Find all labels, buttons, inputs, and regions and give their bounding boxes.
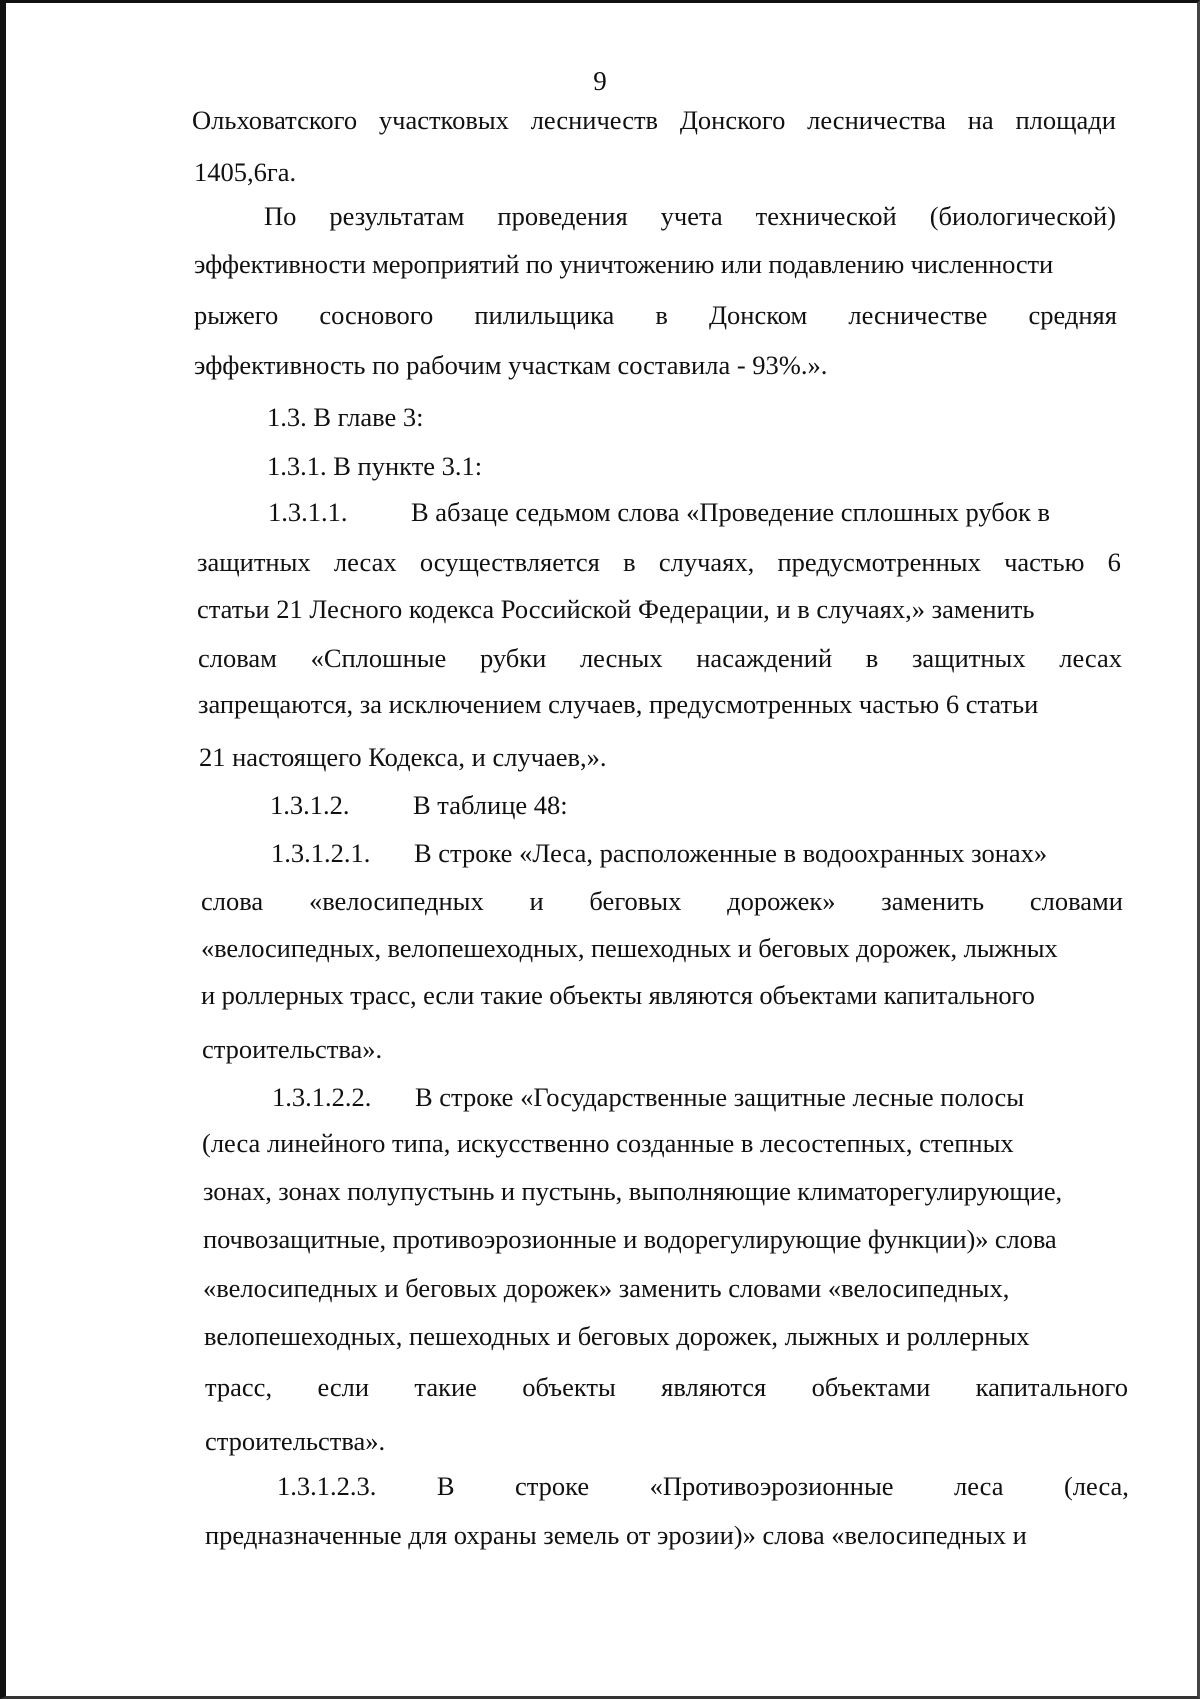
word: объектами bbox=[811, 1372, 931, 1402]
word: насаждений bbox=[696, 643, 833, 673]
text-line bbox=[192, 107, 1116, 134]
word: защитных bbox=[911, 643, 1026, 673]
word: 6 bbox=[1107, 547, 1121, 577]
word: если bbox=[317, 1372, 370, 1402]
item-number: 1.3.1.2.1. bbox=[271, 838, 371, 868]
item-text: В строке «Леса, расположенные в водоохранных зонах» bbox=[414, 838, 1048, 868]
word: учета bbox=[660, 201, 723, 231]
text-line bbox=[268, 499, 1122, 526]
page-number: 9 bbox=[593, 66, 607, 96]
word: площади bbox=[1015, 105, 1116, 135]
word: предусмотренных bbox=[777, 547, 981, 577]
text-line: велопешеходных, пешеходных и беговых дорожек, лыжных и роллерных bbox=[204, 1321, 1030, 1351]
word: проведения bbox=[497, 201, 628, 231]
word: «велосипедных bbox=[308, 886, 484, 916]
word: беговых bbox=[589, 886, 682, 916]
text-line bbox=[194, 302, 1117, 329]
text-line: «велосипедных, велопешеходных, пешеходных и беговых дорожек, лыжных bbox=[201, 933, 1058, 963]
word: такие bbox=[414, 1372, 477, 1402]
text-line: предназначенные для охраны земель от эрозии)» слова «велосипедных и bbox=[205, 1520, 1027, 1550]
text-line: 1.3. В главе 3: bbox=[267, 402, 424, 432]
word: в bbox=[623, 547, 636, 577]
word: в bbox=[865, 643, 879, 673]
word: Донском bbox=[708, 300, 808, 330]
text-line: 1405,6га. bbox=[194, 157, 297, 187]
word: 1.3.1.2.3. bbox=[277, 1471, 377, 1501]
word: слова bbox=[201, 886, 264, 916]
text-line: и роллерных трасс, если такие объекты являются объектами капитального bbox=[201, 980, 1035, 1010]
text-line: 1.3.1. В пункте 3.1: bbox=[267, 451, 483, 481]
word: рубки bbox=[479, 643, 547, 673]
item-number: 1.3.1.2.2. bbox=[272, 1082, 372, 1112]
text-line: почвозащитные, противоэрозионные и водорегулирующие функции)» слова bbox=[203, 1224, 1057, 1254]
word: словами bbox=[1029, 886, 1123, 916]
word: лесничеств bbox=[530, 105, 659, 135]
word: словам bbox=[198, 643, 277, 673]
word: участковых bbox=[378, 105, 509, 135]
text-line: строительства». bbox=[202, 1034, 383, 1064]
word: лесах bbox=[333, 547, 397, 577]
word: «Противоэрозионные bbox=[649, 1471, 894, 1501]
item-number: 1.3.1.1. bbox=[268, 497, 348, 527]
text-line: (леса линейного типа, искусственно созданные в лесостепных, степных bbox=[202, 1128, 1014, 1158]
word: заменить bbox=[881, 886, 985, 916]
word: В bbox=[436, 1471, 455, 1501]
word: Донского bbox=[679, 105, 786, 135]
item-text: В абзаце седьмом слова «Проведение сплошных рубок в bbox=[411, 497, 1050, 527]
text-line bbox=[270, 792, 568, 819]
word: технической bbox=[755, 201, 897, 231]
word: Ольховатского bbox=[192, 105, 358, 135]
text-line: 21 настоящего Кодекса, и случаев,». bbox=[199, 742, 607, 772]
word: леса bbox=[954, 1471, 1004, 1501]
text-line: зонах, зонах полупустынь и пустынь, выполняющие климаторегулирующие, bbox=[203, 1176, 1063, 1206]
word: результатам bbox=[329, 201, 465, 231]
text-line bbox=[201, 888, 1123, 915]
word: лесах bbox=[1059, 643, 1122, 673]
text-line: статьи 21 Лесного кодекса Российской Федерации, и в случаях,» заменить bbox=[197, 594, 1035, 624]
text-line bbox=[277, 1473, 1129, 1500]
word: и bbox=[529, 886, 544, 916]
text-line bbox=[197, 549, 1121, 576]
item-text: В строке «Государственные защитные лесные полосы bbox=[415, 1082, 1025, 1112]
word: на bbox=[967, 105, 994, 135]
item-number: 1.3.1.2. bbox=[270, 790, 350, 820]
text-line bbox=[264, 203, 1116, 230]
word: По bbox=[264, 201, 297, 231]
word: случаях, bbox=[658, 547, 755, 577]
word: пилильщика bbox=[474, 300, 615, 330]
text-line bbox=[272, 1084, 1024, 1111]
word: в bbox=[655, 300, 668, 330]
word: трасс, bbox=[205, 1372, 273, 1402]
word: (леса, bbox=[1063, 1471, 1129, 1501]
word: являются bbox=[661, 1372, 767, 1402]
word: капитального bbox=[975, 1372, 1128, 1402]
word: средняя bbox=[1028, 300, 1117, 330]
text-line bbox=[198, 645, 1122, 672]
word: объекты bbox=[522, 1372, 616, 1402]
word: дорожек» bbox=[727, 886, 836, 916]
word: частью bbox=[1004, 547, 1085, 577]
word: соснового bbox=[319, 300, 434, 330]
text-line: эффективности мероприятий по уничтожению или подавлению численности bbox=[194, 249, 1054, 279]
word: лесничестве bbox=[848, 300, 988, 330]
text-line: эффективность по рабочим участкам составила - 93%.». bbox=[194, 350, 828, 380]
text-line: «велосипедных и беговых дорожек» заменить словами «велосипедных, bbox=[203, 1273, 1010, 1303]
text-line: строительства». bbox=[205, 1426, 386, 1456]
word: (биологической) bbox=[929, 201, 1116, 231]
word: лесничества bbox=[807, 105, 946, 135]
word: строке bbox=[515, 1471, 590, 1501]
word: лесных bbox=[579, 643, 663, 673]
word: защитных bbox=[197, 547, 311, 577]
text-line bbox=[205, 1374, 1128, 1401]
word: осуществляется bbox=[419, 547, 600, 577]
word: рыжего bbox=[194, 300, 279, 330]
word: «Сплошные bbox=[310, 643, 447, 673]
text-line bbox=[271, 840, 1047, 867]
text-line: запрещаются, за исключением случаев, предусмотренных частью 6 статьи bbox=[198, 689, 1039, 719]
item-text: В таблице 48: bbox=[413, 790, 568, 820]
